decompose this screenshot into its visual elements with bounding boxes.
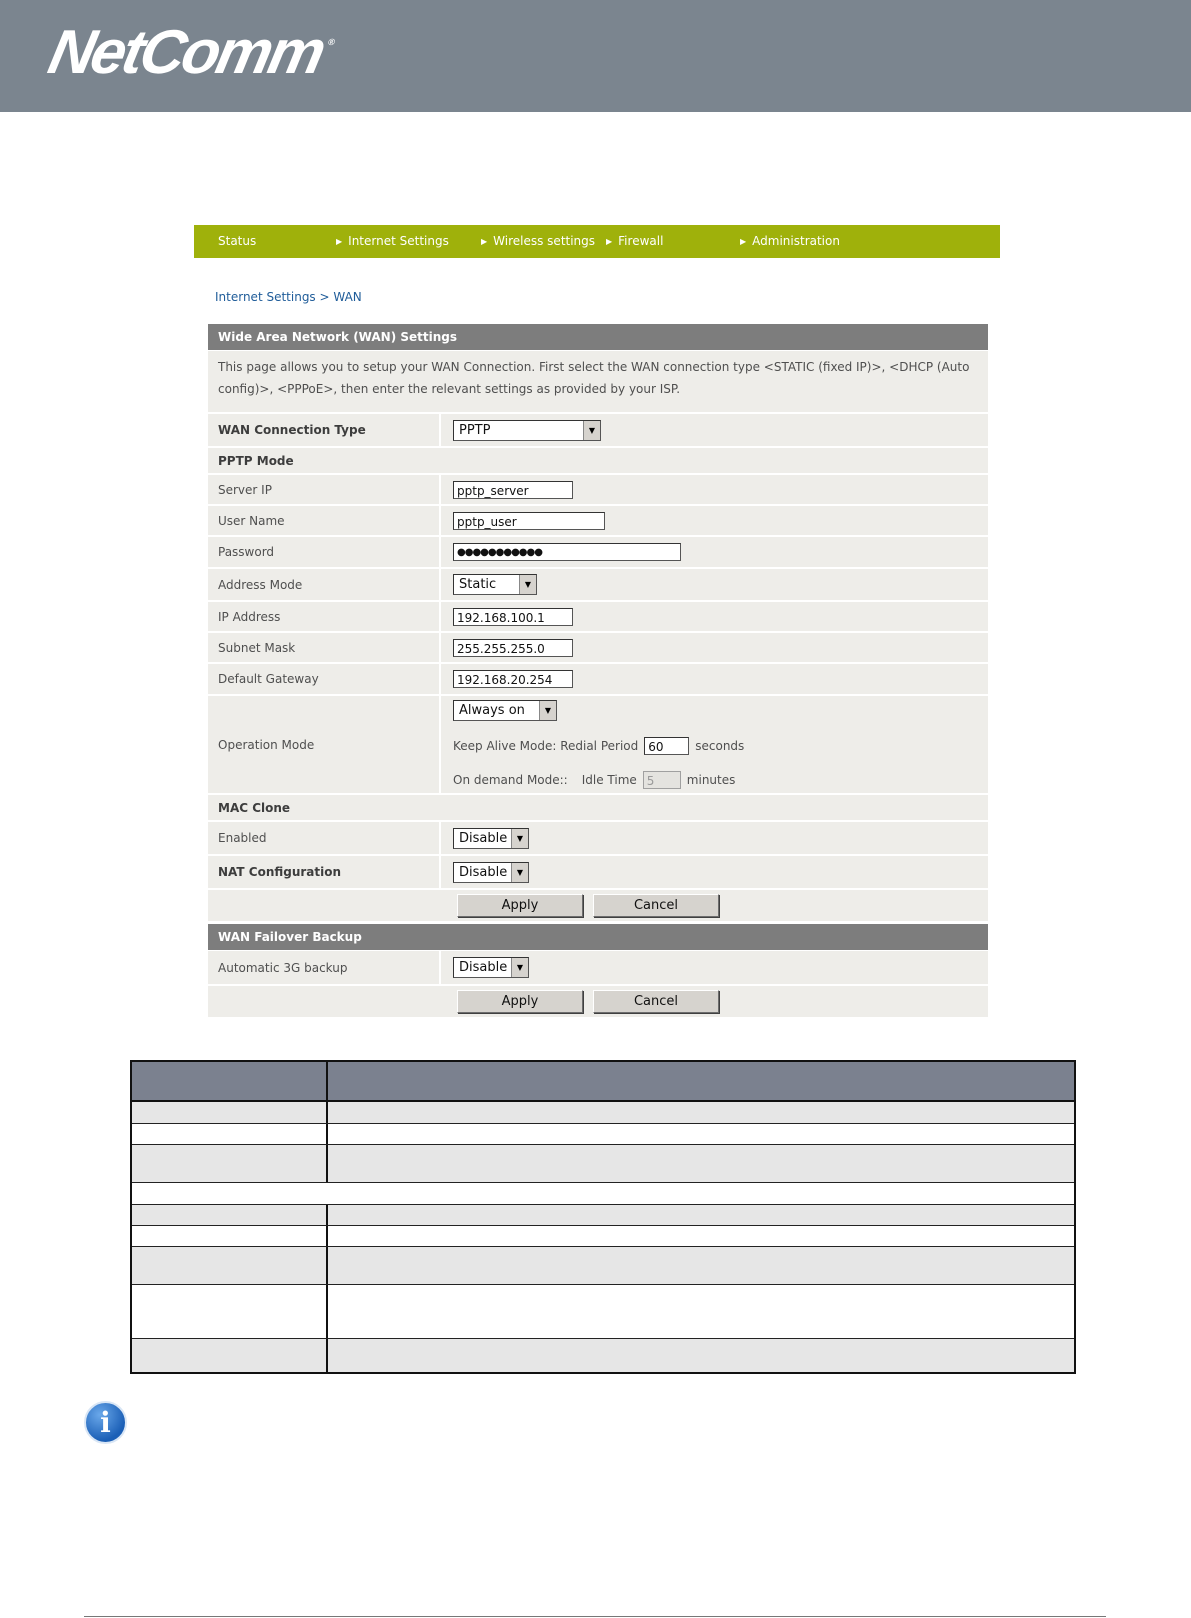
idle-time-input[interactable]: 5 [643,771,681,789]
keep-alive-label: Keep Alive Mode: Redial Period [453,739,639,753]
table-row [132,1285,1074,1339]
nav-item-status[interactable]: Status [218,234,257,248]
nav-item-wireless-settings[interactable]: ▶ Wireless settings [481,234,596,248]
chevron-down-icon: ▼ [539,701,556,720]
row-server-ip [208,475,988,506]
label-address-mode: Address Mode [208,569,441,600]
row-ip-address [208,602,988,633]
row-pptp-mode [208,448,988,475]
chevron-down-icon: ▼ [519,575,536,594]
row-operation-mode [208,696,988,795]
arrow-right-icon: ▶ [481,237,488,246]
label-auto-3g: Automatic 3G backup [208,951,441,984]
label-server-ip: Server IP [208,475,441,504]
row-user-name [208,506,988,537]
netcomm-logo: NetComm® [42,18,336,87]
nav-item-administration[interactable]: ▶ Administration [740,234,840,248]
page-description: This page allows you to setup your WAN Connection. First select the WAN connection type <STATIC (fixed IP)>, <DHCP (Auto config)>, <PPPoE>, then enter the relevant settings as provided by your ISP. [208,351,988,414]
chevron-down-icon: ▼ [583,421,600,440]
row-default-gateway [208,664,988,696]
nav-bar [194,225,1000,258]
label-mac-clone: MAC Clone [218,800,291,815]
footer-divider [84,1616,1106,1617]
section-header-wan: Wide Area Network (WAN) Settings [208,324,988,351]
row-address-mode [208,569,988,602]
section-header-failover: WAN Failover Backup [208,924,988,951]
chevron-down-icon: ▼ [511,863,528,882]
table-row [132,1205,1074,1226]
info-icon: i [84,1401,127,1444]
label-subnet-mask: Subnet Mask [208,633,441,662]
label-operation-mode: Operation Mode [208,696,441,793]
row-mac-clone [208,795,988,822]
row-password [208,537,988,569]
failover-button-row [208,986,988,1019]
auto-3g-select[interactable]: Disable ▼ [453,957,529,978]
table-row [132,1102,1074,1124]
row-connection-type [208,414,988,448]
failover-cancel-button[interactable]: Cancel [593,990,719,1013]
settings-description-table [130,1060,1076,1374]
failover-apply-button[interactable]: Apply [457,990,583,1013]
nav-item-firewall[interactable]: ▶ Firewall [606,234,664,248]
chevron-down-icon: ▼ [511,958,528,977]
table-row [132,1339,1074,1372]
row-mac-enabled [208,822,988,856]
connection-type-select[interactable]: PPTP ▼ [453,420,601,441]
arrow-right-icon: ▶ [740,237,747,246]
row-auto-3g [208,951,988,986]
address-mode-select[interactable]: Static ▼ [453,574,537,595]
wan-button-row [208,890,988,923]
chevron-down-icon: ▼ [511,829,528,848]
server-ip-input[interactable]: pptp_server [453,481,573,499]
table-row [132,1124,1074,1145]
table-row [132,1247,1074,1285]
row-nat [208,856,988,890]
nat-select[interactable]: Disable ▼ [453,862,529,883]
idle-time-label: Idle Time [581,773,637,787]
password-input[interactable]: ●●●●●●●●●●● [453,543,681,561]
redial-period-input[interactable]: 60 [644,737,689,755]
arrow-right-icon: ▶ [606,237,613,246]
label-ip-address: IP Address [208,602,441,631]
label-connection-type: WAN Connection Type [208,414,441,446]
label-mac-enabled: Enabled [208,822,441,854]
subnet-mask-input[interactable]: 255.255.255.0 [453,639,573,657]
ip-address-input[interactable]: 192.168.100.1 [453,608,573,626]
keep-alive-unit: seconds [695,739,745,753]
mac-clone-select[interactable]: Disable ▼ [453,828,529,849]
idle-time-unit: minutes [686,773,736,787]
table-row [132,1183,1074,1205]
table-row [132,1226,1074,1247]
header-banner [0,0,1191,112]
label-nat: NAT Configuration [208,856,441,888]
default-gateway-input[interactable]: 192.168.20.254 [453,670,573,688]
on-demand-label: On demand Mode:: [453,773,568,787]
label-pptp-mode: PPTP Mode [218,453,294,468]
nav-item-internet-settings[interactable]: ▶ Internet Settings [336,234,449,248]
apply-button[interactable]: Apply [457,894,583,917]
breadcrumb: Internet Settings > WAN [215,290,362,304]
label-password: Password [208,537,441,567]
row-subnet-mask [208,633,988,664]
wan-settings-panel [208,324,988,1019]
table-header [132,1062,1074,1102]
cancel-button[interactable]: Cancel [593,894,719,917]
operation-mode-select[interactable]: Always on ▼ [453,700,557,721]
user-name-input[interactable]: pptp_user [453,512,605,530]
label-default-gateway: Default Gateway [208,664,441,694]
label-user-name: User Name [208,506,441,535]
table-row [132,1145,1074,1183]
arrow-right-icon: ▶ [336,237,343,246]
